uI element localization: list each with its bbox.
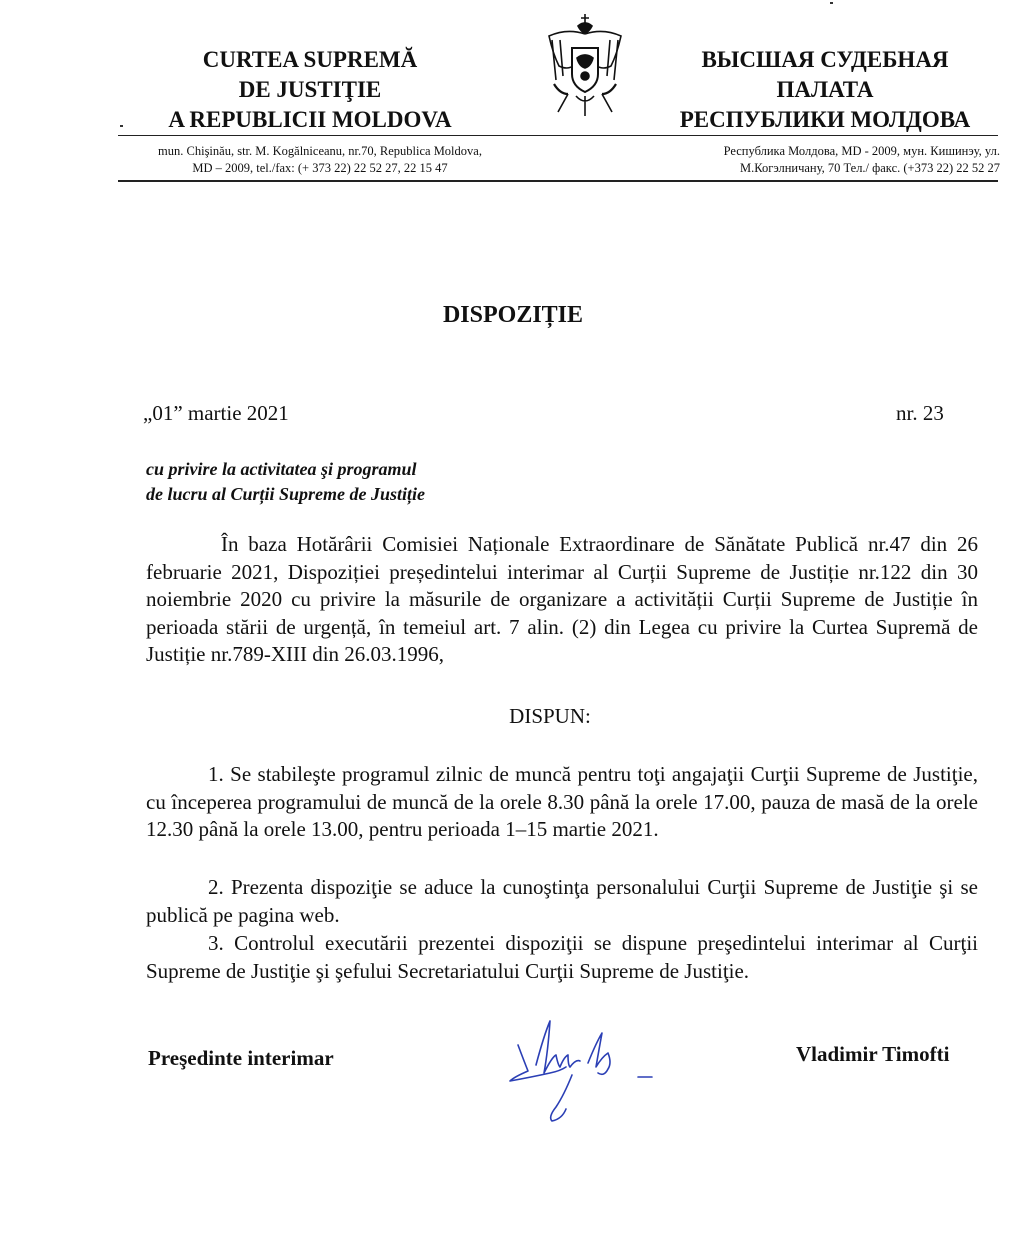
signatory-title: Preşedinte interimar bbox=[148, 1046, 334, 1070]
court-name-ro-line-2: DE JUSTIŢIE bbox=[238, 77, 382, 102]
point-3-paragraph: 3. Controlul executării prezentei dispoziţii se dispune preşedintelui interimar al Curţii Supreme de Justiţie şi şefului Secretariatului Curţii Supreme de Justiţie. bbox=[146, 931, 978, 983]
point-2-paragraph: 2. Prezenta dispoziţie se aduce la cunoştinţa personalului Curţii Supreme de Justiţie şi se publică pe pagina web. bbox=[146, 875, 978, 927]
dispun-heading: DISPUN: bbox=[509, 704, 591, 728]
point-1-paragraph: 1. Se stabileşte programul zilnic de muncă pentru toţi angajaţii Curţii Supreme de Justiţie, cu începerea programului de muncă de la orele 8.30 până la orele 17.00, pauza de masă de la orele 12.30 până la orele 13.00, pentru perioada 1–15 martie 2021. bbox=[146, 762, 978, 841]
signatory-name: Vladimir Timofti bbox=[796, 1042, 950, 1066]
court-name-ru-line-3: РЕСПУБЛИКИ МОЛДОВА bbox=[679, 107, 971, 132]
handwritten-signature bbox=[498, 1015, 668, 1125]
court-name-russian bbox=[630, 45, 1020, 135]
court-name-ru-line-1: ВЫСШАЯ СУДЕБНАЯ bbox=[701, 47, 949, 72]
court-name-ro-line-1: CURTEA SUPREMĂ bbox=[202, 47, 418, 72]
address-ro-line-2: MD – 2009, tel./fax: (+ 373 22) 22 52 27, 22 15 47 bbox=[192, 161, 448, 175]
address-russian bbox=[610, 143, 1000, 177]
address-romanian bbox=[60, 143, 580, 177]
address-ro-line-1: mun. Chişinău, str. M. Kogălniceanu, nr.70, Republica Moldova, bbox=[158, 144, 482, 158]
court-name-romanian bbox=[100, 45, 520, 135]
scan-speck bbox=[830, 2, 833, 4]
court-name-ru-line-2: ПАЛАТА bbox=[776, 77, 874, 102]
preamble-paragraph: În baza Hotărârii Comisiei Naționale Extraordinare de Sănătate Publică nr.47 din 26 februarie 2021, Dispoziției președintelui interimar al Curții Supreme de Justiție nr.122 din 30 noiembrie 2020 cu privire la măsurile de organizare a activității Curții Supreme de Justiție în perioada stării de urgență, în temeiul art. 7 alin. (2) din Legea cu privire la Curtea Supremă de Justiție nr.789-XIII din 26.03.1996, bbox=[146, 532, 978, 666]
document-number: nr. 23 bbox=[896, 401, 944, 425]
document-date: „01” martie 2021 bbox=[143, 401, 289, 425]
header-divider-thin bbox=[118, 135, 998, 136]
subject-line-2: de lucru al Curții Supreme de Justiție bbox=[146, 484, 426, 504]
scan-speck bbox=[120, 125, 123, 127]
court-name-ro-line-3: A REPUBLICII MOLDOVA bbox=[168, 107, 452, 132]
header-divider-thick bbox=[118, 180, 998, 182]
address-ru-line-2: М.Когэлничану, 70 Тел./ факс. (+373 22) 22 52 27 bbox=[740, 161, 1000, 175]
subject-line-1: cu privire la activitatea şi programul bbox=[146, 459, 417, 479]
address-ru-line-1: Республика Молдова, MD - 2009, мун. Кишинэу, ул. bbox=[723, 144, 1000, 158]
document-title: DISPOZIȚIE bbox=[442, 302, 584, 328]
coat-of-arms-emblem bbox=[540, 10, 630, 122]
document-subject bbox=[146, 457, 425, 507]
